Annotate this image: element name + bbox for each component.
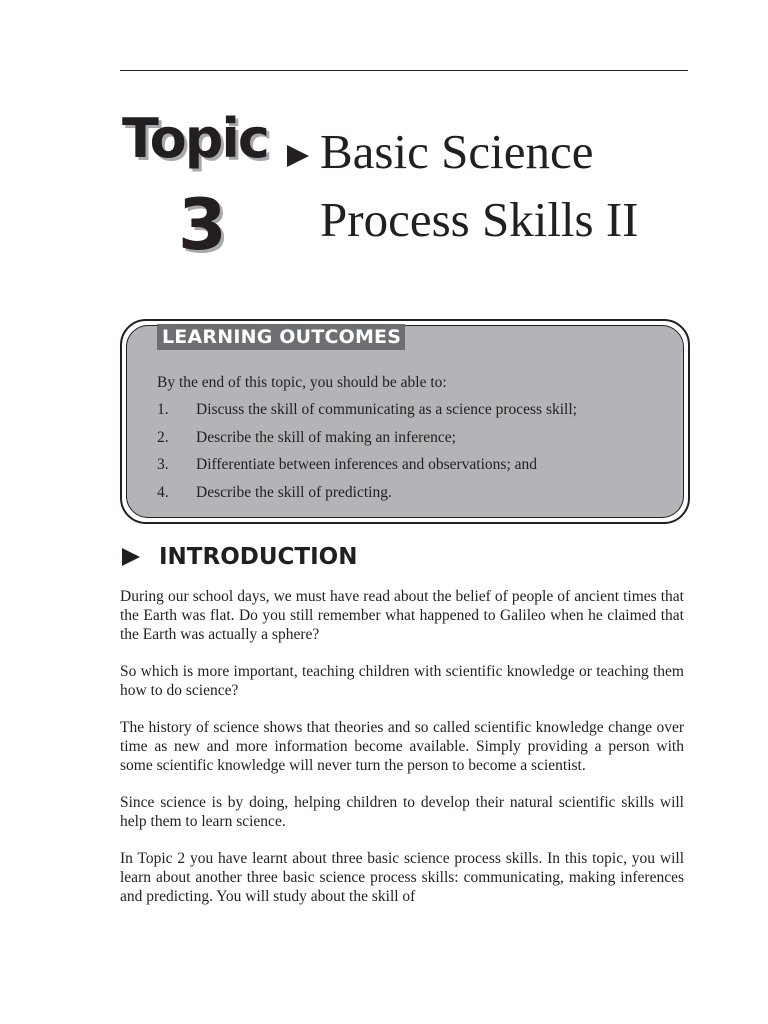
body-paragraph: During our school days, we must have read about the belief of people of ancient times that the Earth was flat. Do you still remember what happened to Galileo when he claimed that the Earth was actually a sphere?: [120, 588, 684, 643]
outcome-number: 4.: [157, 483, 169, 501]
learning-outcomes-list: [157, 400, 677, 510]
triangle-right-icon: [287, 145, 309, 167]
outcome-text: Differentiate between inferences and observations; and: [196, 456, 537, 473]
body-paragraph: Since science is by doing, helping children to develop their natural scientific skills will help them to learn science.: [120, 794, 684, 830]
outcome-item: [157, 455, 677, 483]
body-paragraph: In Topic 2 you have learnt about three basic science process skills. In this topic, you will learn about another three basic science process skills: communicating, making inferences and predicting. You will study about the skill of: [120, 850, 684, 905]
header-rule: [120, 70, 688, 71]
outcome-item: [157, 428, 677, 456]
outcome-item: [157, 400, 677, 428]
outcome-text: Describe the skill of making an inference;: [196, 428, 456, 446]
outcome-number: 2.: [157, 428, 169, 446]
triangle-right-icon: [122, 548, 140, 566]
outcome-number: 1.: [157, 401, 169, 418]
learning-outcomes-intro: By the end of this topic, you should be able to:: [157, 374, 447, 391]
introduction-body: [120, 587, 684, 924]
outcome-item: [157, 483, 677, 511]
topic-number: 3: [178, 184, 227, 266]
learning-outcomes-label: LEARNING OUTCOMES: [157, 324, 405, 350]
outcome-number: 3.: [157, 456, 169, 473]
introduction-heading: INTRODUCTION: [159, 544, 358, 570]
body-paragraph: So which is more important, teaching children with scientific knowledge or teaching them how to do science?: [120, 663, 684, 699]
chapter-title: [320, 118, 700, 254]
outcome-text: Discuss the skill of communicating as a science process skill;: [196, 401, 577, 418]
chapter-title-line-1: Basic Science: [320, 124, 594, 179]
outcome-text: Describe the skill of predicting.: [196, 483, 392, 501]
body-paragraph: The history of science shows that theories and so called scientific knowledge change over time as new and more information become available. Simply providing a person with some scientific knowledge will never turn the person to become a scientist.: [120, 719, 684, 774]
chapter-title-line-2: Process Skills II: [320, 192, 639, 247]
topic-label: Topic: [122, 107, 268, 170]
